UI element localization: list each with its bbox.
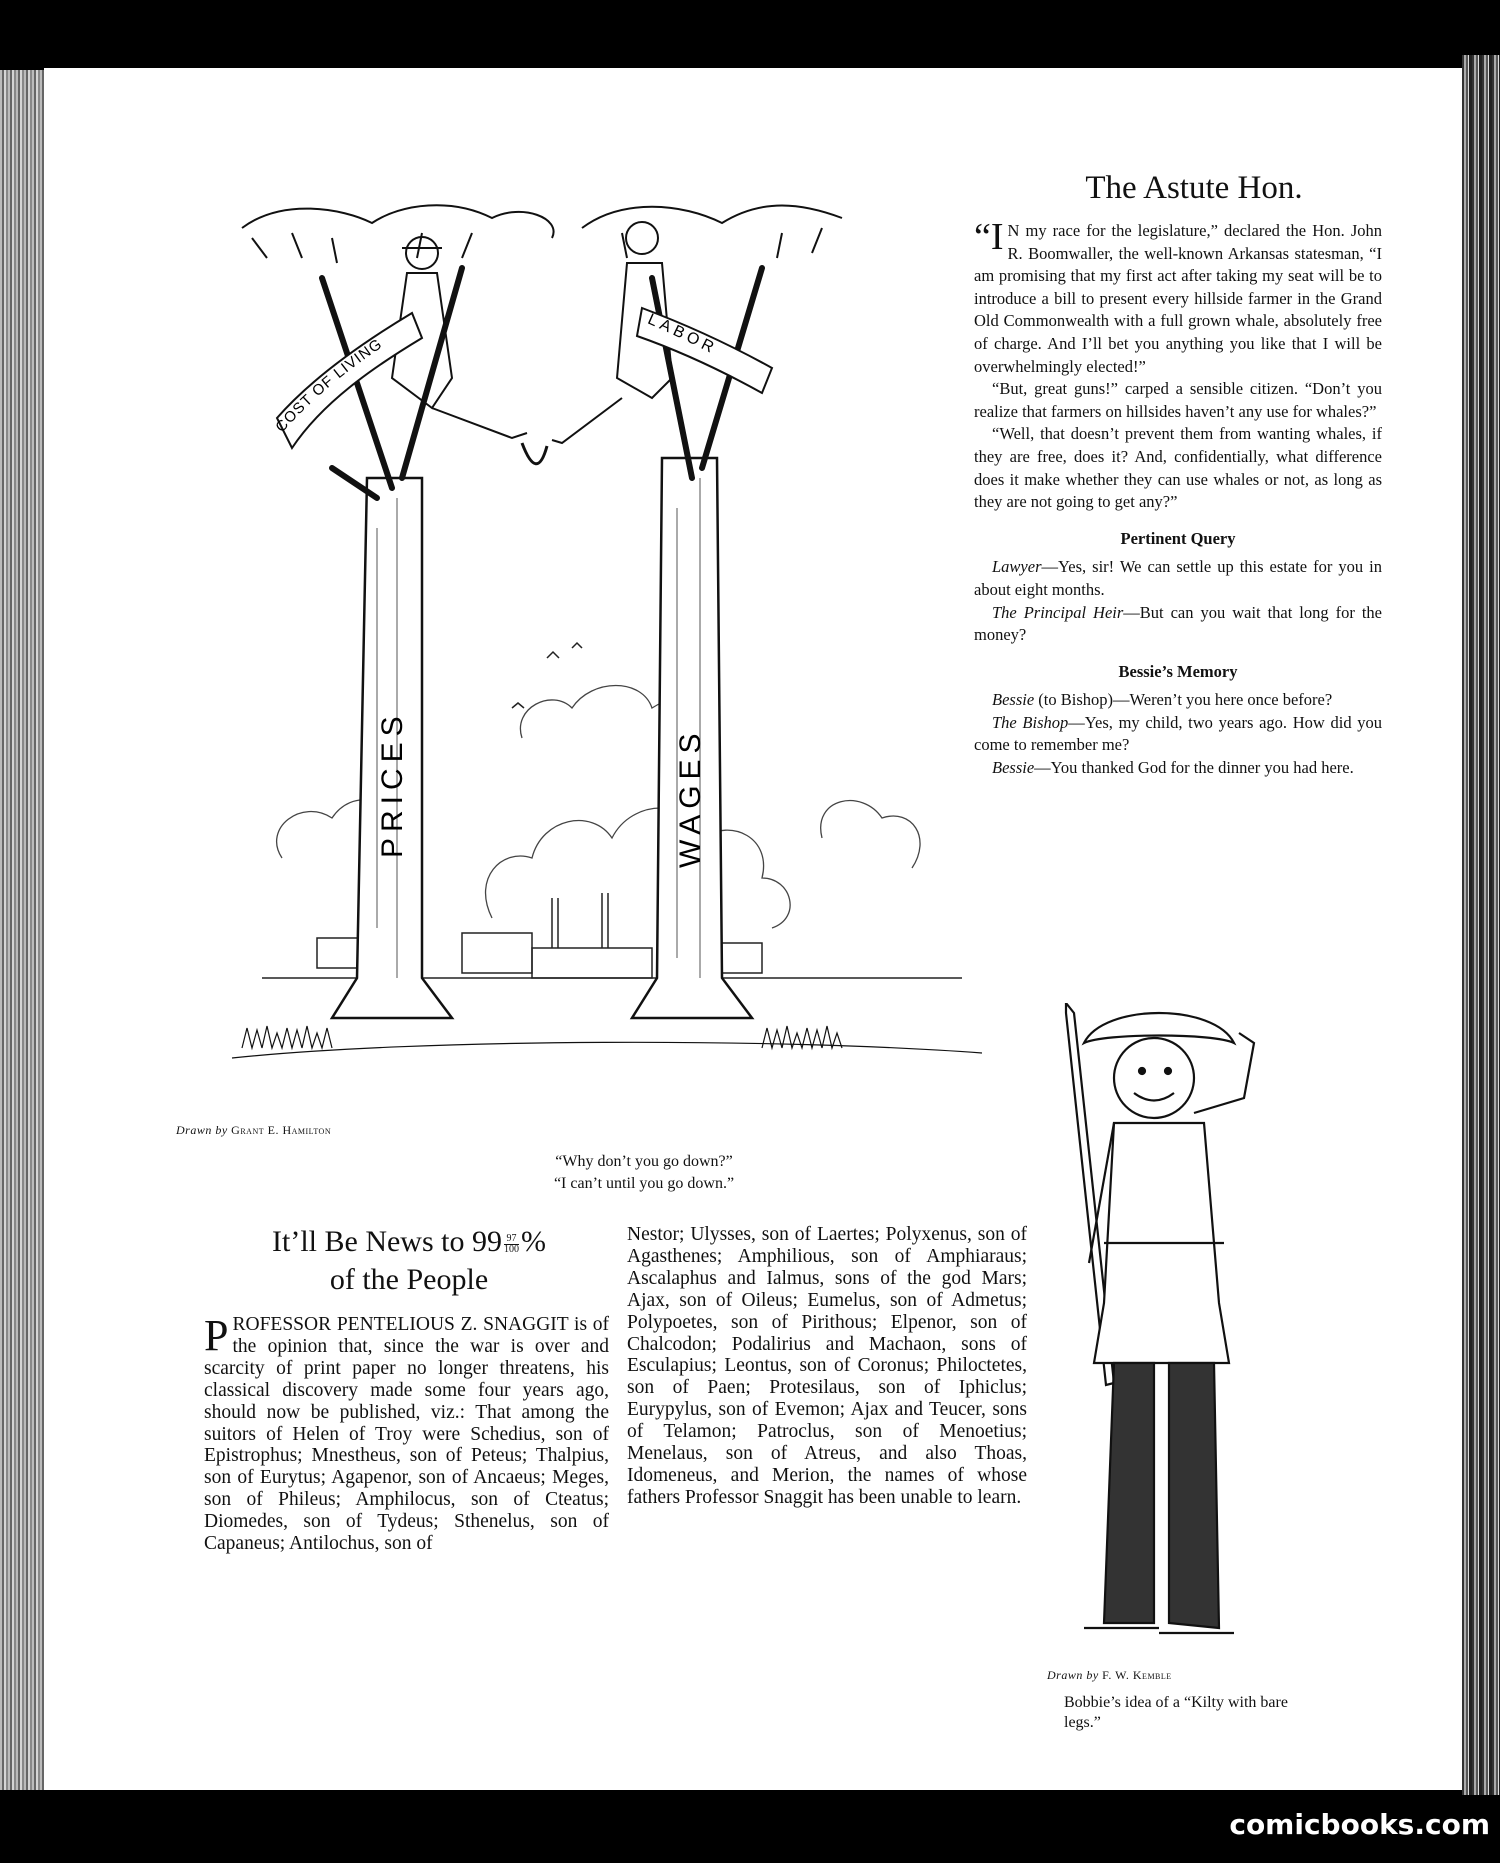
astute-paragraph-1: “I N my race for the legislature,” declared the Hon. John R. Boomwaller, the well-known Arkansas statesman, “I am promising that my first act after taking my seat will be to introduce a bill to present every hillside farmer in the Grand Old Commonwealth with a full grown whale, absolutely free of charge. And I’ll bet you anything you like that I will be overwhelmingly elected!”: [974, 216, 1382, 376]
trunk-label-prices: PRICES: [376, 710, 409, 858]
query-line-2: The Principal Heir—But can you wait that long for the money?: [974, 602, 1382, 645]
cartoon2-caption: Bobbie’s idea of a “Kilty with bare legs.”: [1064, 1694, 1288, 1731]
bessie-line-2: The Bishop—Yes, my child, two years ago. How did you come to remember me?: [974, 712, 1383, 755]
news-column-2: Nestor; Ulysses, son of Laertes; Polyxenus, son of Agasthenes; Amphilious, son of Amphiaraus; Ascalaphus and Ialmus, sons of the god Mars; Ajax, son of Oileus; Eumelus, son of Admetus; Polypoetes, son of Pirithous; Elpenor, son of Chalcodon; Podalirius and Machaon, sons of Esculapius; Leontus, son of Coronus; Philoctetes, son of Paen; Protesilaus, son of Iphiclus; Eurypylus, son of Evemon; Ajax and Teucer, sons of Telamon; Patroclus, son of Menoetius; Menelaus, son of Atreus, and also Thoas, Idomeneus, and Merion, the names of whose fathers Professor Snaggit has been unable to learn.: [627, 1224, 1027, 1508]
ribbon-labor: LABOR: [645, 310, 720, 359]
news-column-1: PROFESSOR PENTELIOUS Z. SNAGGIT is of the opinion that, since the war is over and scarcity of print paper no longer threatens, his classical discovery made some four years ago, should now be published, viz.: That among the suitors of Helen of Troy were Schedius, son of Epistrophus; Mnestheus, son of Peteus; Thalpius, son of Eurytus; Agapenor, son of Ancaeus; Meges, son of Phileus; Amphilocus, son of Cteatus; Diomedes, son of Tydeus; Sthenelus, son of Capaneus; Antilochus, son of: [204, 1311, 609, 1555]
astute-paragraph-2: “But, great guns!” carped a sensible citizen. “Don’t you realize that farmers on hillsides haven’t any use for whales?”: [974, 379, 1382, 421]
cartoon-kilty-boy: [1044, 1003, 1344, 1673]
fraction: $\frac{97}{100}$: [503, 1232, 519, 1255]
cartoon-prices-wages: [222, 178, 1002, 1218]
bessie-line-3: Bessie—You thanked God for the dinner you had here.: [992, 758, 1354, 778]
query-line-1: Lawyer—Yes, sir! We can settle up this estate for you in about eight months.: [974, 557, 1382, 599]
ribbon-cost-of-living: COST OF LIVING: [272, 335, 386, 436]
bessie-title: Bessie’s Memory: [1118, 661, 1238, 681]
astute-column: [974, 216, 1383, 780]
bessie-line-1: Bessie (to Bishop)—Weren’t you here once before?: [992, 690, 1333, 710]
trunk-label-wages: WAGES: [674, 727, 707, 868]
magazine-page: [44, 68, 1462, 1790]
watermark-text: comicbooks.com: [1229, 1808, 1490, 1841]
cartoon1-credit: Drawn by Grant E. Hamilton: [176, 1123, 332, 1137]
query-title: Pertinent Query: [1120, 528, 1236, 548]
astute-paragraph-3: “Well, that doesn’t prevent them from wanting whales, if they are free, does it? And, confidentially, what difference does it make whether they can use whales or not, as long as they are not going to get any?”: [974, 424, 1382, 512]
astute-title: The Astute Hon.: [1085, 170, 1303, 206]
news-title: It’ll Be News to 99 $\frac{97}{100}$ % of the People: [272, 1225, 546, 1296]
book-spine: [0, 70, 44, 1790]
page-edges: [1462, 55, 1500, 1795]
cartoon1-caption: “Why don’t you go down?” “I can’t until you go down.”: [553, 1153, 735, 1192]
cartoon2-credit: Drawn by F. W. Kemble: [1047, 1668, 1172, 1682]
